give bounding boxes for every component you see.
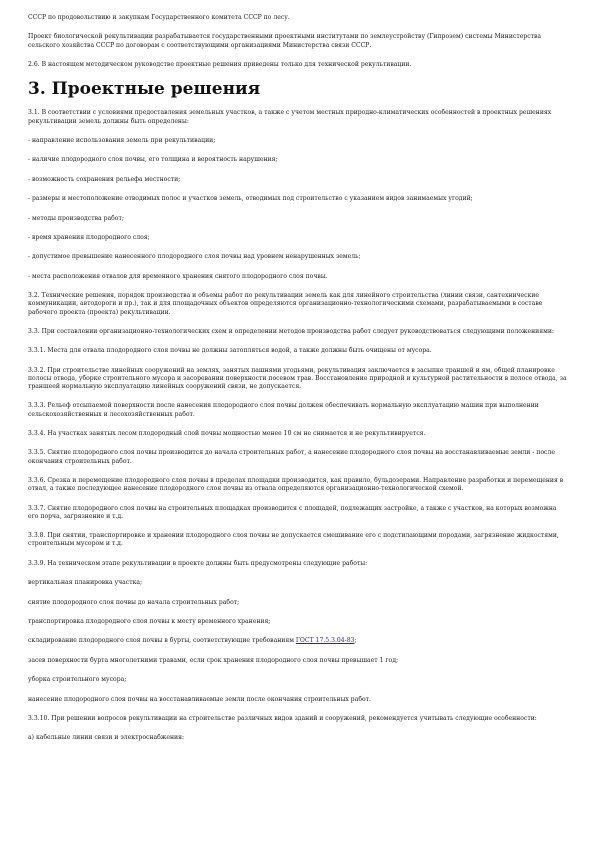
paragraph: - методы производства работ; (28, 214, 124, 222)
paragraph: транспортировка плодородного слоя почвы к месту временного хранения; (28, 618, 271, 625)
gost-link[interactable]: ГОСТ 17.5.3.04-83 (295, 637, 355, 645)
intro-paragraph-2: Проект биологической рекультивации разрабатывается государственными проектными институтами по землеустройству (Гипрозем) системы Министерства сельского хозяйства СССР по договорам с соответствующими организациями Министерства связи СССР. (28, 33, 542, 49)
paragraph: - время хранения плодородного слоя; (28, 233, 150, 241)
paragraph: 3.3.3. Рельеф отсыпаемой поверхности после нанесения плодородного слоя почвы должен обеспечивать нормальную эксплуатацию машин при выполнении сельскохозяйственных и лесохозяйственных работ. (28, 402, 539, 418)
paragraph: 3.3.9. На техническом этапе рекультивации в проекте должны быть предусмотрены следующие работы: (28, 559, 368, 567)
paragraph: - места расположения отвалов для временного хранения снятого плодородного слоя почвы. (28, 272, 328, 280)
paragraph-list-after (28, 657, 568, 743)
gost-paragraph (28, 637, 568, 645)
paragraph: - направление использования земель при рекультивации; (28, 136, 216, 144)
paragraph: а) кабельные линии связи и электроснабжения: (28, 734, 185, 742)
paragraph: 3.3.6. Срезка и перемещение плодородного слоя почвы в пределах площадки производится, как правило, бульдозерами. Направление разработки и перемещения в отвал, а также последующее нанесение плодородного слоя почвы из отвала определяются организационно-технологической схемой. (28, 477, 564, 493)
intro-paragraph-3: 2.6. В настоящем методическом руководстве проектные решения приведены только для технической рекультивации. (28, 60, 412, 68)
paragraph: - возможность сохранения рельефа местности; (28, 175, 181, 183)
paragraph: 3.3.1. Места для отвала плодородного слоя почвы не должны затопляться водой, а также должны быть очищены от мусора. (28, 347, 432, 355)
gost-text-after: ; (354, 637, 357, 645)
gost-text-before: складирование плодородного слоя почвы в бурты, соответствующие требованиям (28, 637, 296, 645)
paragraph: 3.3.5. Снятие плодородного слоя почвы производится до начала строительных работ, а нанесение плодородного слоя почвы на восстанавливаемые земли - после окончания строительных работ. (28, 449, 555, 465)
paragraph: засев поверхности бурта многолетними травами, если срок хранения плодородного слоя почвы превышает 1 год; (28, 656, 399, 664)
paragraph: - наличие плодородного слоя почвы, его толщина и вероятность нарушения; (28, 156, 278, 164)
paragraph: 3.3.2. При строительстве линейных сооружений на землях, занятых пашнями угодьями, рекультивация заключается в засыпке траншей и ям, общей планировке полосы отвода, уборке строительного мусора и засоревании поверхности посевом трав. Восстановление природной и культурной растительности в полосе отвода, за траншеей нормальную эксплуатацию линейных сооружений связи, не допускается. (28, 366, 567, 391)
paragraph-list (28, 109, 568, 626)
document-page (28, 14, 568, 754)
paragraph: вертикальная планировка участка; (28, 579, 143, 587)
paragraph: - размеры и местоположение отводимых полос и участков земель, отводимых под строительство с указанием видов занимаемых угодий; (28, 195, 473, 203)
paragraph: 3.3.8. При снятии, транспортировке и хранении плодородного слоя почвы не допускается смешивание его с подстилающими породами, загрязнение жидкостями, строительным мусором и т.д. (28, 532, 559, 548)
paragraph: 3.3.10. При решении вопросов рекультивации на строительстве различных видов зданий и сооружений, рекомендуется учитывать следующие особенности: (28, 714, 537, 722)
paragraph: 3.2. Технические решения, порядок производства и объемы работ по рекультивации земель как для линейного строительства (линии связи, сантехнические коммуникации, автодороги и пр.), так и для площадочных объектов определяются организационно-технологическими схемами, разрабатываемыми в составе рабочего проекта (проекта) рекультивации. (28, 292, 543, 316)
paragraph: 3.3.7. Снятие плодородного слоя почвы на строительных площадках производится с площадей, подлежащих застройке, а также с участков, на которых возможна его порча, загрязнение и т.д. (28, 504, 557, 520)
section-title: 3. Проектные решения (28, 79, 261, 100)
paragraph: 3.3. При составлении организационно-технологических схем и определении методов производства работ следует руководствоваться следующими положениями: (28, 327, 554, 335)
paragraph: уборка строительного мусора; (28, 676, 127, 684)
paragraph: 3.3.4. На участках занятых лесом плодородный слой почвы мощностью менее 10 см не снимается и не рекультивируется. (28, 430, 426, 438)
paragraph: нанесение плодородного слоя почвы на восстанавливаемые земли после окончания строительных работ. (28, 695, 371, 703)
paragraph: - допустимое превышение нанесенного плодородного слоя почвы над уровнем ненарушенных земель; (28, 253, 361, 261)
intro-paragraph-1: СССР по продовольствию и закупкам Государственного комитета СССР по лесу. (28, 14, 290, 21)
paragraph: снятие плодородного слоя почвы до начала строительных работ; (28, 598, 240, 606)
paragraph: 3.1. В соответствии с условиями предоставления земельных участков, а также с учетом местных природно-климатических особенностей в проектных решениях рекультивации земель должны быть определены: (28, 109, 552, 125)
